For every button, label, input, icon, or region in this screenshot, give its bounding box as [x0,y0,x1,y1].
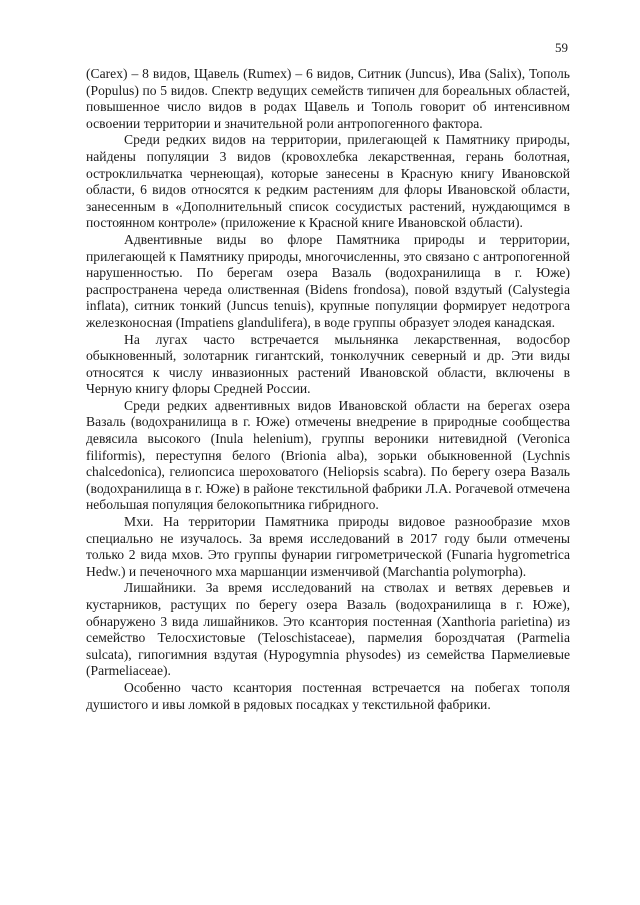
paragraph-rare-species: Среди редких видов на территории, прилегающей к Памятнику природы, найдены популяции 3 видов (кровохлебка лекарственная, герань болотная, остроклильчатка чернеющая), которые занесены в Красную книгу Ивановской области, 6 видов относятся к редким растениям для флоры Ивановской области, занесенным в «Дополнительный список сосудистых растений, нуждающимся в постоянном контроле» (приложение к Красной книге Ивановской области). [86,132,570,231]
paragraph-adventive-species: Адвентивные виды во флоре Памятника природы и территории, прилегающей к Памятнику природы, многочисленны, это связано с антропогенной нарушенностью. По берегам озера Вазаль (водохранилища в г. Юже) распространена череда олиственная (Bidens frondosa), повой вздутый (Calystegia inflata), ситник тонкий (Juncus tenuis), крупные популяции формирует недотрога железконосная (Impatiens glandulifera), в воде группы образует элодея канадская. [86,231,570,330]
paragraph-lichens: Лишайники. За время исследований на стволах и ветвях деревьев и кустарников, растущих по берегу озера Вазаль (водохранилища в г. Юже), обнаружено 3 вида лишайников. Это ксантория постенная (Xanthoria parietina) из семейство Телосхистовые (Teloschistaceae), пармелия бороздчатая (Parmelia sulcata), гипогимния вздутая (Hypogymnia physodes) из семейства Пармелиевые (Parmeliaceae). [86,580,570,679]
paragraph-rare-adventive: Среди редких адвентивных видов Ивановской области на берегах озера Вазаль (водохранилища в г. Юже) отмечены внедрение в природные сообщества девясила высокого (Inula helenium), группы вероники нитевидной (Veronica filiformis), переступня белого (Brionia alba), зорьки обыкновенной (Lychnis chalcedonica), гелиопсиса шероховатого (Heliopsis scabra). По берегу озера Вазаль (водохранилища в г. Юже) в районе текстильной фабрики Л.А. Рогачевой отмечена небольшая популяция белокопытника гибридного. [86,397,570,513]
page-body [86,66,570,713]
paragraph-xanthoria: Особенно часто ксантория постенная встречается на побегах тополя душистого и ивы ломкой в рядовых посадках у текстильной фабрики. [86,679,570,712]
page-number: 59 [555,40,568,55]
paragraph-mosses: Мхи. На территории Памятника природы видовое разнообразие мхов специально не изучалось. За время исследований в 2017 году были отмечены только 2 вида мхов. Это группы фунарии гигрометрической (Funaria hygrometrica Hedw.) и печеночного мха маршанции изменчивой (Marchantia polymorpha). [86,514,570,579]
paragraph-meadow-invasive: На лугах часто встречается мыльнянка лекарственная, водосбор обыкновенный, золотарник гигантский, тонколучник северный и др. Эти виды относятся к числу инвазионных растений Ивановской области, включены в Черную книгу флоры Средней России. [86,331,570,397]
paragraph-genera-continuation: (Carex) – 8 видов, Щавель (Rumex) – 6 видов, Ситник (Juncus), Ива (Salix), Тополь (Populus) по 5 видов. Спектр ведущих семейств типичен для бореальных областей, повышенное число видов в родах Щавель и Тополь говорит об интенсивном освоении территории и значительной роли антропогенного фактора. [86,66,570,131]
